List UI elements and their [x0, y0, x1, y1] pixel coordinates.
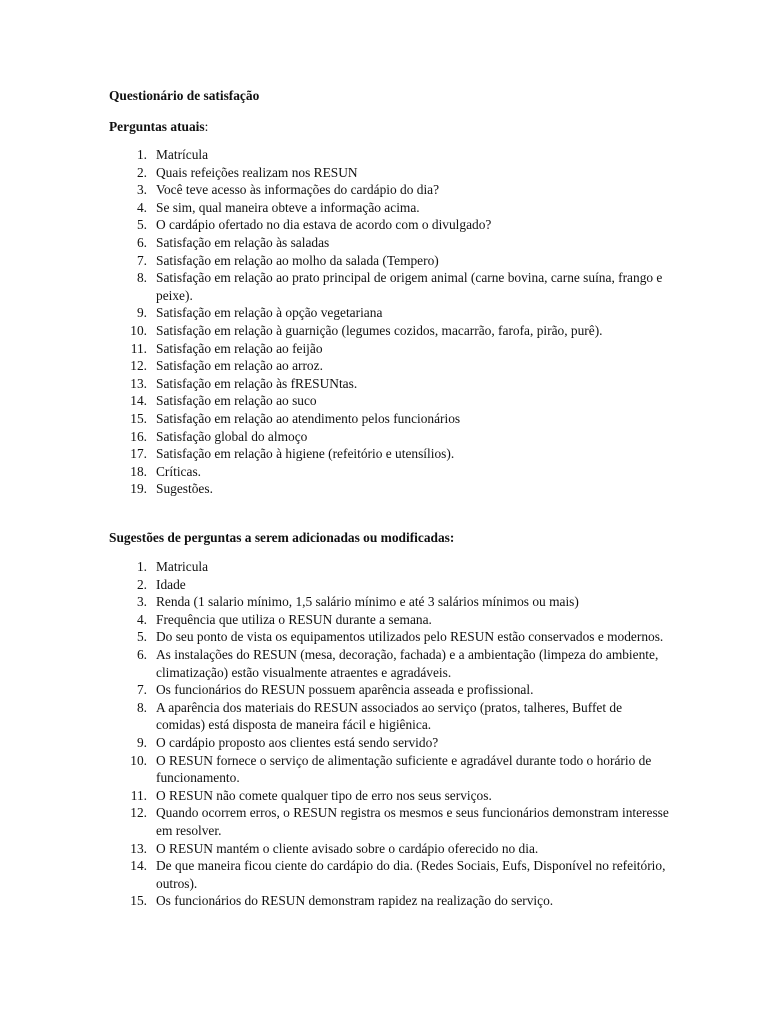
- list-item-text: Satisfação em relação às fRESUNtas.: [156, 375, 358, 391]
- list-item-text: Você teve acesso às informações do cardápio do dia?: [156, 182, 440, 198]
- list-item-text: As instalações do RESUN (mesa, decoração, fachada) e a ambientação (limpeza do ambiente, climatização) estão visualmente atraentes e agradáveis.: [156, 646, 659, 680]
- list-item: [109, 463, 669, 481]
- list-item-text: Satisfação em relação ao molho da salada (Tempero): [156, 252, 439, 268]
- list-item-number: 14.: [130, 393, 147, 409]
- list-item-number: 8.: [136, 270, 147, 286]
- list-item: [109, 480, 669, 498]
- list-item-number: 5.: [136, 629, 147, 645]
- list-item-number: 16.: [130, 428, 147, 444]
- list-item-text: O cardápio proposto aos clientes está sendo servido?: [156, 734, 439, 750]
- list-item-text: Idade: [156, 576, 186, 592]
- list-item-number: 1.: [136, 147, 147, 162]
- list-item-text: A aparência dos materiais do RESUN associados ao serviço (pratos, talheres, Buffet de comidas) está disposta de maneira fácil e higiênica.: [156, 699, 623, 733]
- current-questions-heading-colon: :: [204, 119, 209, 134]
- list-item: [109, 646, 669, 681]
- list-item-number: 18.: [130, 463, 147, 479]
- list-item-text: Os funcionários do RESUN possuem aparência asseada e profissional.: [156, 682, 534, 698]
- list-item-number: 2.: [136, 576, 147, 592]
- suggested-questions-list: [109, 558, 669, 910]
- list-item: [109, 392, 669, 410]
- list-item-number: 4.: [136, 199, 147, 215]
- list-item: [109, 269, 669, 304]
- list-item-text: Satisfação em relação ao feijão: [156, 340, 323, 356]
- list-item-number: 11.: [130, 787, 147, 803]
- list-item-text: Quais refeições realizam nos RESUN: [156, 164, 358, 180]
- list-item-number: 9.: [136, 734, 147, 750]
- list-item: [109, 576, 669, 594]
- list-item-text: O RESUN não comete qualquer tipo de erro nos seus serviços.: [156, 787, 492, 803]
- list-item-number: 8.: [136, 699, 147, 715]
- list-item: [109, 199, 669, 217]
- current-questions-heading-block: [109, 118, 669, 136]
- list-item-text: O RESUN fornece o serviço de alimentação suficiente e agradável durante todo o horário de funcionamento.: [156, 752, 652, 786]
- list-item-number: 6.: [136, 646, 147, 662]
- list-item-text: Matricula: [156, 559, 209, 574]
- list-item-text: O cardápio ofertado no dia estava de acordo com o divulgado?: [156, 217, 492, 233]
- list-item-text: Satisfação em relação ao arroz.: [156, 358, 323, 374]
- list-item: [109, 164, 669, 182]
- list-item: [109, 357, 669, 375]
- list-item: [109, 428, 669, 446]
- list-item: [109, 787, 669, 805]
- list-item-number: 7.: [136, 682, 147, 698]
- list-item: [109, 234, 669, 252]
- list-item: [109, 840, 669, 858]
- current-questions-heading: Perguntas atuais: [109, 119, 205, 134]
- list-item-number: 6.: [136, 234, 147, 250]
- list-item-text: De que maneira ficou ciente do cardápio do dia. (Redes Sociais, Eufs, Disponível no refeitório, outros).: [156, 858, 666, 891]
- list-item-number: 3.: [136, 594, 147, 610]
- list-item: [109, 410, 669, 428]
- list-item-text: Satisfação em relação ao suco: [156, 393, 317, 409]
- list-item-number: 13.: [130, 840, 147, 856]
- list-item-number: 9.: [136, 305, 147, 321]
- current-questions-list: [109, 146, 669, 498]
- list-item: [109, 445, 669, 463]
- list-item-number: 10.: [130, 752, 147, 768]
- list-item-text: Satisfação em relação ao atendimento pelos funcionários: [156, 410, 461, 426]
- list-item-text: Matrícula: [156, 147, 209, 162]
- list-item: [109, 611, 669, 629]
- list-item-text: Satisfação global do almoço: [156, 428, 308, 444]
- list-item-text: Críticas.: [156, 463, 201, 479]
- list-item-number: 10.: [130, 322, 147, 338]
- list-item: [109, 558, 669, 576]
- list-item: [109, 304, 669, 322]
- suggested-questions-heading-block: [109, 529, 669, 547]
- list-item: [109, 375, 669, 393]
- list-item: [109, 322, 669, 340]
- list-item: [109, 146, 669, 164]
- list-item: [109, 181, 669, 199]
- list-item-number: 11.: [130, 340, 147, 356]
- list-item-text: O RESUN mantém o cliente avisado sobre o cardápio oferecido no dia.: [156, 840, 539, 856]
- list-item-text: Satisfação em relação à opção vegetariana: [156, 305, 383, 321]
- list-item-text: Satisfação em relação ao prato principal de origem animal (carne bovina, carne suína, frango e peixe).: [156, 270, 663, 303]
- list-item-number: 3.: [136, 182, 147, 198]
- list-item-text: Quando ocorrem erros, o RESUN registra os mesmos e seus funcionários demonstram interesse em resolver.: [156, 805, 669, 838]
- list-item: [109, 628, 669, 646]
- list-item-text: Satisfação em relação à higiene (refeitório e utensílios).: [156, 446, 455, 462]
- list-item-number: 7.: [136, 252, 147, 268]
- list-item-text: Os funcionários do RESUN demonstram rapidez na realização do serviço.: [156, 893, 554, 909]
- list-item-text: Se sim, qual maneira obteve a informação acima.: [156, 199, 420, 215]
- list-item-number: 13.: [130, 375, 147, 391]
- list-item-text: Do seu ponto de vista os equipamentos utilizados pelo RESUN estão conservados e modernos.: [156, 629, 664, 645]
- list-item-text: Satisfação em relação à guarnição (legumes cozidos, macarrão, farofa, pirão, purê).: [156, 322, 603, 338]
- list-item-number: 14.: [130, 858, 147, 874]
- list-item: [109, 699, 669, 734]
- list-item: [109, 892, 669, 910]
- list-item-number: 2.: [136, 164, 147, 180]
- list-item-text: Renda (1 salario mínimo, 1,5 salário mínimo e até 3 salários mínimos ou mais): [156, 594, 579, 610]
- list-item: [109, 752, 669, 787]
- list-item: [109, 681, 669, 699]
- list-item: [109, 734, 669, 752]
- list-item: [109, 340, 669, 358]
- list-item-number: 4.: [136, 611, 147, 627]
- list-item-number: 15.: [130, 410, 147, 426]
- list-item-number: 15.: [130, 893, 147, 909]
- list-item: [109, 804, 669, 839]
- list-item: [109, 252, 669, 270]
- list-item-number: 1.: [136, 559, 147, 574]
- list-item-text: Sugestões.: [156, 481, 213, 497]
- list-item-text: Frequência que utiliza o RESUN durante a semana.: [156, 611, 432, 627]
- list-item: [109, 593, 669, 611]
- list-item-number: 19.: [130, 481, 147, 497]
- list-item-text: Satisfação em relação às saladas: [156, 234, 330, 250]
- list-item-number: 12.: [130, 358, 147, 374]
- suggested-questions-heading: Sugestões de perguntas a serem adicionadas ou modificadas:: [109, 530, 455, 545]
- list-item: [109, 216, 669, 234]
- document-title: Questionário de satisfação: [109, 88, 260, 103]
- list-item-number: 12.: [130, 805, 147, 821]
- list-item-number: 17.: [130, 446, 147, 462]
- document-title-block: [109, 87, 669, 105]
- list-item: [109, 857, 669, 892]
- list-item-number: 5.: [136, 217, 147, 233]
